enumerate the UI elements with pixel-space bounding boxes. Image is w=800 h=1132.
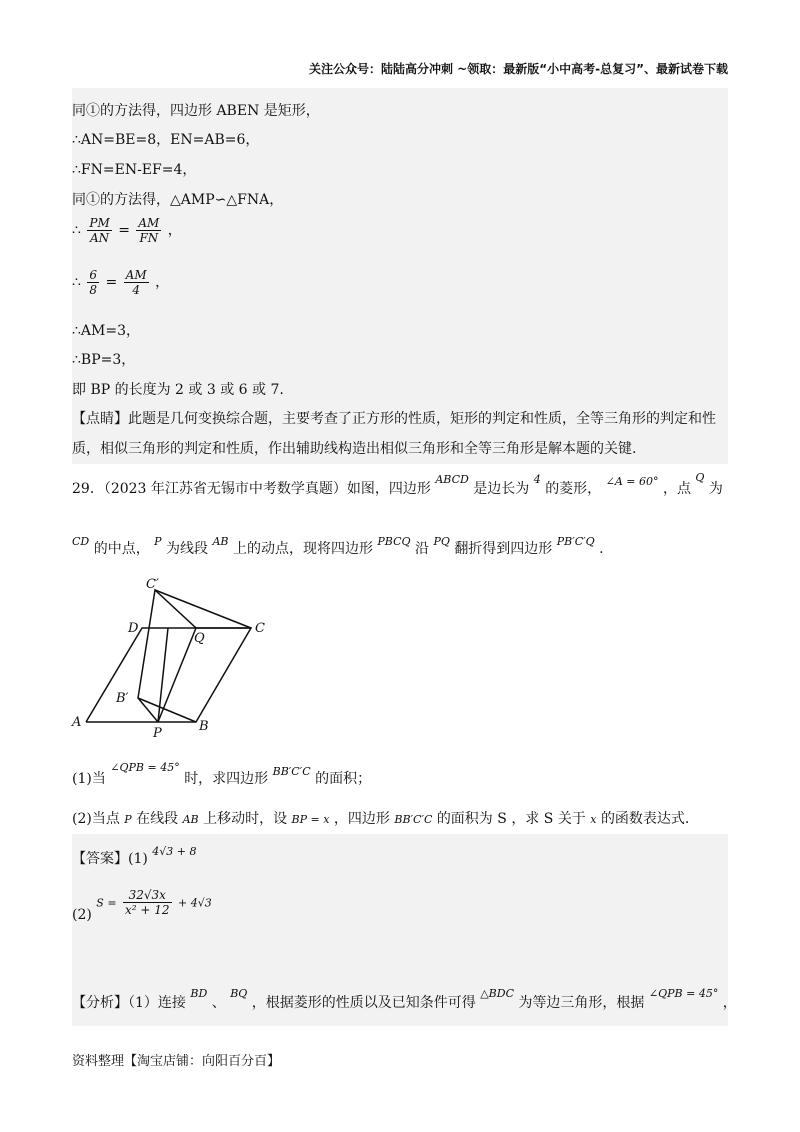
problem-text: 是边长为	[473, 481, 530, 497]
equals-sign: =	[118, 222, 130, 239]
page-footer: 资料整理【淘宝店铺：向阳百分百】	[72, 1054, 281, 1069]
comma: ，	[155, 274, 170, 291]
solution-line-4: 同①的方法得，△AMP∽△FNA，	[72, 192, 284, 208]
abcd-label: ABCD	[435, 473, 469, 486]
solution-line-8: ∴BP=3，	[72, 352, 136, 368]
rhombus-ABCD	[86, 628, 251, 722]
problem-text: .	[599, 541, 604, 557]
problem-line-2	[72, 535, 604, 558]
fraction-6-8	[87, 268, 99, 297]
fraction-am-fn	[136, 216, 161, 245]
angle-a: ∠A = 60°	[605, 475, 659, 488]
problem-line-1	[72, 471, 723, 498]
solution-line-1: 同①的方法得，四边形 ABEN 是矩形，	[72, 103, 320, 119]
frac-num: 32√3x	[123, 888, 172, 903]
problem-text: 翻折得到四边形	[454, 541, 553, 557]
equals-sign: =	[105, 274, 118, 291]
folded-quad-label: PB′C′Q	[556, 535, 595, 548]
frac-num: 6	[89, 268, 98, 282]
solution-line-9: 即 BP 的长度为 2 或 3 或 6 或 7.	[72, 382, 284, 398]
problem-intro: 29．（2023 年江苏省无锡市中考数学真题）如图，四边形	[72, 481, 431, 497]
answer-2-fraction	[123, 888, 172, 917]
label-A: A	[72, 715, 82, 730]
frac-den: 8	[89, 283, 98, 297]
q2-text: ，四边形	[333, 811, 390, 827]
segment-C2C	[155, 590, 251, 628]
solution-line-6	[72, 268, 169, 297]
problem-text: ，点	[662, 481, 691, 497]
label-P: P	[153, 726, 162, 741]
analysis-text: 【分析】（1）连接	[72, 995, 186, 1011]
label-Q: Q	[194, 631, 205, 646]
answer-line-1	[72, 845, 197, 868]
analysis-angle: ∠QPB = 45°	[648, 987, 719, 1000]
problem-text: 为	[708, 481, 723, 497]
q1-text: 的面积；	[315, 771, 372, 787]
q2-text: 关于	[557, 811, 586, 827]
problem-text: 上的动点，现将四边形	[232, 541, 373, 557]
label-B-prime: B′	[116, 691, 129, 706]
pbcq-label: PBCQ	[377, 535, 411, 548]
analysis-bq: BQ	[230, 987, 248, 1000]
frac-den: x² + 12	[125, 903, 170, 917]
question-2	[72, 808, 689, 828]
q2-ab: AB	[182, 813, 199, 826]
q1-quad: BB′C′C	[272, 765, 311, 778]
q1-angle: ∠QPB = 45°	[110, 761, 180, 774]
q2-x: x	[590, 813, 597, 826]
problem-text: 为线段	[166, 541, 209, 557]
q2-text: (2)当点	[72, 811, 120, 827]
side-length: 4	[533, 473, 541, 486]
analysis-bd: BD	[190, 987, 208, 1000]
q2-text: 在线段	[136, 811, 179, 827]
label-C-prime: C′	[146, 577, 159, 592]
label-D: D	[128, 621, 139, 636]
answer-label: 【答案】(1)	[72, 851, 148, 867]
label-C: C	[255, 621, 265, 636]
page-header: 关注公众号：陆陆高分冲刺 ~领取：最新版“小中高考-总复习”、最新试卷下载	[309, 62, 728, 76]
solution-line-2: ∴AN=BE=8，EN=AB=6，	[72, 132, 260, 148]
analysis-text: ，	[722, 995, 737, 1011]
solution-line-3: ∴FN=EN-EF=4，	[72, 162, 197, 178]
comma: ，	[167, 222, 182, 239]
frac-den: AN	[89, 231, 110, 245]
problem-text: 的中点，	[93, 541, 150, 557]
fraction-pm-an	[87, 216, 111, 245]
fraction-am-4	[124, 268, 149, 297]
rhombus-figure	[70, 574, 290, 744]
analysis-line	[72, 987, 737, 1012]
answer-1-value: 4√3 + 8	[152, 845, 197, 858]
comment-line-1: 【点睛】此题是几何变换综合题，主要考查了正方形的性质，矩形的判定和性质，全等三角形的判定和性	[72, 411, 716, 427]
q2-text: 的函数表达式.	[600, 811, 690, 827]
q2-s: S	[543, 811, 554, 827]
cd-label: CD	[72, 535, 90, 548]
solution-line-7: ∴AM=3，	[72, 323, 140, 339]
analysis-text: 、	[211, 995, 226, 1011]
q1-text: (1)当	[72, 771, 106, 787]
q1-text: 时，求四边形	[184, 771, 269, 787]
q2-quad: BB′C′C	[394, 813, 433, 826]
frac-num: AM	[138, 216, 160, 230]
answer-2-prefix: (2)	[72, 906, 92, 923]
frac-num: AM	[125, 268, 147, 282]
pq-label: PQ	[433, 535, 450, 548]
answer-2-tail: + 4√3	[177, 896, 212, 910]
analysis-triangle: △BDC	[480, 987, 514, 1000]
q2-text: 上移动时，设	[203, 811, 288, 827]
q2-text: ，求	[511, 811, 540, 827]
frac-den: 4	[132, 283, 140, 297]
therefore-symbol: ∴	[72, 222, 81, 239]
solution-block	[72, 88, 728, 464]
answer-block	[72, 834, 737, 1026]
solution-line-5	[72, 216, 182, 245]
answer-2-lhs: S =	[96, 896, 117, 910]
answer-line-2	[72, 888, 212, 923]
point-p: P	[154, 535, 162, 548]
q2-text: 的面积为	[436, 811, 493, 827]
therefore-symbol: ∴	[72, 274, 81, 291]
q2-s: S	[497, 811, 507, 827]
problem-text: 沿	[414, 541, 429, 557]
ab-label: AB	[212, 535, 229, 548]
point-q: Q	[695, 471, 705, 484]
problem-text: 的菱形，	[545, 481, 602, 497]
label-B: B	[199, 719, 209, 734]
comment-line-2: 质，相似三角形的判定和性质，作出辅助线构造出相似三角形和全等三角形是解本题的关键.	[72, 441, 637, 457]
q2-p: P	[124, 813, 132, 826]
frac-den: FN	[139, 231, 159, 245]
analysis-text: 为等边三角形，根据	[518, 995, 645, 1011]
q2-bp: BP = x	[291, 813, 330, 826]
analysis-text: ，根据菱形的性质以及已知条件可得	[251, 995, 476, 1011]
question-1	[72, 761, 372, 788]
frac-num: PM	[89, 216, 110, 230]
